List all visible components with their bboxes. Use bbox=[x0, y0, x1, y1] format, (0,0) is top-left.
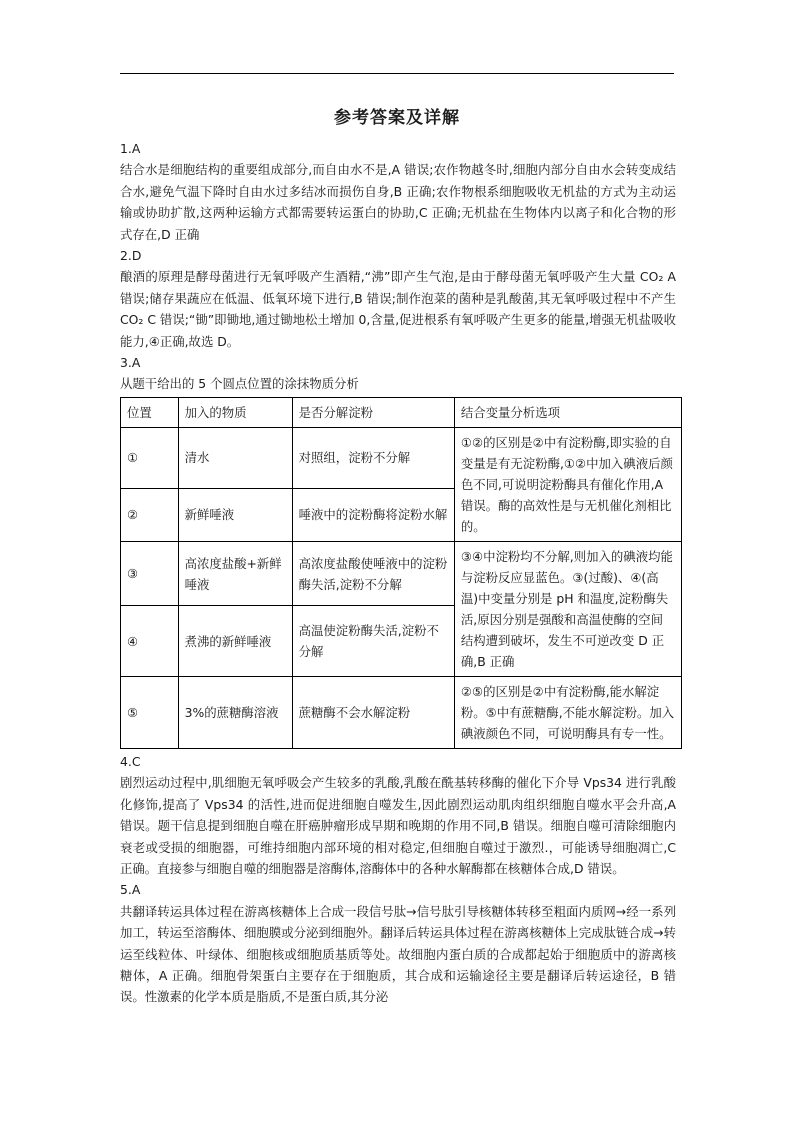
table-row bbox=[121, 676, 682, 748]
position-cell: ④ bbox=[121, 606, 179, 677]
answer-2-text: 酿酒的原理是酵母菌进行无氧呼吸产生酒精,“沸”即产生气泡,是由于酵母菌无氧呼吸产生大量 CO₂ A 错误;储存果蔬应在低温、低氧环境下进行,B 错误;制作泡菜的菌种是乳酸菌,其无氧呼吸过程中不产生 CO₂ C 错误;“锄”即锄地,通过锄地松土增加 0,含量,促进根系有氧呼吸产生更多的能量,增强无机盐吸收能力,④正确,故选 D。 bbox=[120, 269, 676, 349]
column-header: 位置 bbox=[121, 397, 179, 427]
page-title: 参考答案及详解 bbox=[334, 108, 460, 128]
answer-1-number: 1.A bbox=[120, 141, 141, 156]
answer-3-intro: 从题干给出的 5 个圆点位置的涂抹物质分析 bbox=[120, 376, 359, 392]
result-cell: 唾液中的淀粉酶将淀粉水解 bbox=[292, 488, 454, 541]
position-cell: ② bbox=[121, 488, 179, 541]
substance-cell: 高浓度盐酸+新鲜唾液 bbox=[178, 541, 292, 605]
answer-4-number: 4.C bbox=[120, 753, 141, 769]
result-cell: 高温使淀粉酶失活,淀粉不分解 bbox=[292, 606, 454, 677]
answer-3-number: 3.A bbox=[120, 355, 141, 371]
answer-4-text: 剧烈运动过程中,肌细胞无氧呼吸会产生较多的乳酸,乳酸在酰基转移酶的催化下介导 Vps34 进行乳酸化修饰,提高了 Vps34 的活性,进而促进细胞自噬发生,因此剧烈运动肌肉组织细胞自噬水平会升高,A 错误。题干信息提到细胞自噬在肝癌肿瘤形成早期和晚期的作用不同,B 错误。细胞自噬可清除细胞内衰老或受损的细胞器，可维持细胞内部环境的相对稳定,但细胞自噬过于激烈.，可能诱导细胞凋亡,C 正确。直接参与细胞自噬的细胞器是溶酶体,溶酶体中的各种水解酶都在核糖体合成,D 错误。 bbox=[120, 775, 676, 876]
table-header-row bbox=[121, 397, 682, 427]
result-cell: 蔗糖酶不会水解淀粉 bbox=[292, 676, 454, 748]
column-header: 加入的物质 bbox=[178, 397, 292, 427]
analysis-table bbox=[120, 397, 682, 749]
substance-cell: 3%的蔗糖酶溶液 bbox=[178, 676, 292, 748]
result-cell: 高浓度盐酸使唾液中的淀粉酶失活,淀粉不分解 bbox=[292, 541, 454, 605]
header-rule bbox=[120, 73, 674, 74]
substance-cell: 清水 bbox=[178, 427, 292, 488]
position-cell: ⑤ bbox=[121, 676, 179, 748]
answer-5-number: 5.A bbox=[120, 882, 141, 898]
answer-5-text: 共翻译转运具体过程在游离核糖体上合成一段信号肽→信号肽引导核糖体转移至粗面内质网→经一系列加工，转运至溶酶体、细胞膜或分泌到细胞外。翻译后转运具体过程在游离核糖体上完成肽链合成→转运至线粒体、叶绿体、细胞核或细胞质基质等处。故细胞内蛋白质的合成都起始于细胞质中的游离核糖体，A 正确。细胞骨架蛋白主要存在于细胞质，其合成和运输途径主要是翻译后转运途径，B 错误。性激素的化学本质是脂质,不是蛋白质,其分泌 bbox=[120, 903, 676, 1005]
column-header: 是否分解淀粉 bbox=[292, 397, 454, 427]
column-header: 结合变量分析选项 bbox=[454, 397, 681, 427]
position-cell: ① bbox=[121, 427, 179, 488]
result-cell: 对照组，淀粉不分解 bbox=[292, 427, 454, 488]
substance-cell: 新鲜唾液 bbox=[178, 488, 292, 541]
analysis-cell: ①②的区别是②中有淀粉酶,即实验的自变量是有无淀粉酶,①②中加入碘液后颜色不同,可说明淀粉酶具有催化作用,A 错误。酶的高效性是与无机催化剂相比的。 bbox=[454, 427, 681, 541]
analysis-cell: ③④中淀粉均不分解,则加入的碘液均能与淀粉反应显蓝色。③(过酸)、④(高温)中变量分别是 pH 和温度,淀粉酶失活,原因分别是强酸和高温使酶的空间结构遭到破坏，发生不可逆改变 D 正确,B 正确 bbox=[454, 541, 681, 676]
answer-1-text: 结合水是细胞结构的重要组成部分,而自由水不是,A 错误;农作物越冬时,细胞内部分自由水会转变成结合水,避免气温下降时自由水过多结冰而损伤自身,B 正确;农作物根系细胞吸收无机盐的方式为主动运输或协助扩散,这两种运输方式都需要转运蛋白的协助,C 正确;无机盐在生物体内以离子和化合物的形式存在,D 正确 bbox=[120, 162, 676, 242]
table-row bbox=[121, 541, 682, 605]
answer-body bbox=[120, 138, 676, 1008]
substance-cell: 煮沸的新鲜唾液 bbox=[178, 606, 292, 677]
analysis-cell: ②⑤的区别是②中有淀粉酶,能水解淀粉。⑤中有蔗糖酶,不能水解淀粉。加入碘液颜色不同，可说明酶具有专一性。 bbox=[454, 676, 681, 748]
table-row bbox=[121, 427, 682, 488]
position-cell: ③ bbox=[121, 541, 179, 605]
answer-2-number: 2.D bbox=[120, 248, 142, 264]
